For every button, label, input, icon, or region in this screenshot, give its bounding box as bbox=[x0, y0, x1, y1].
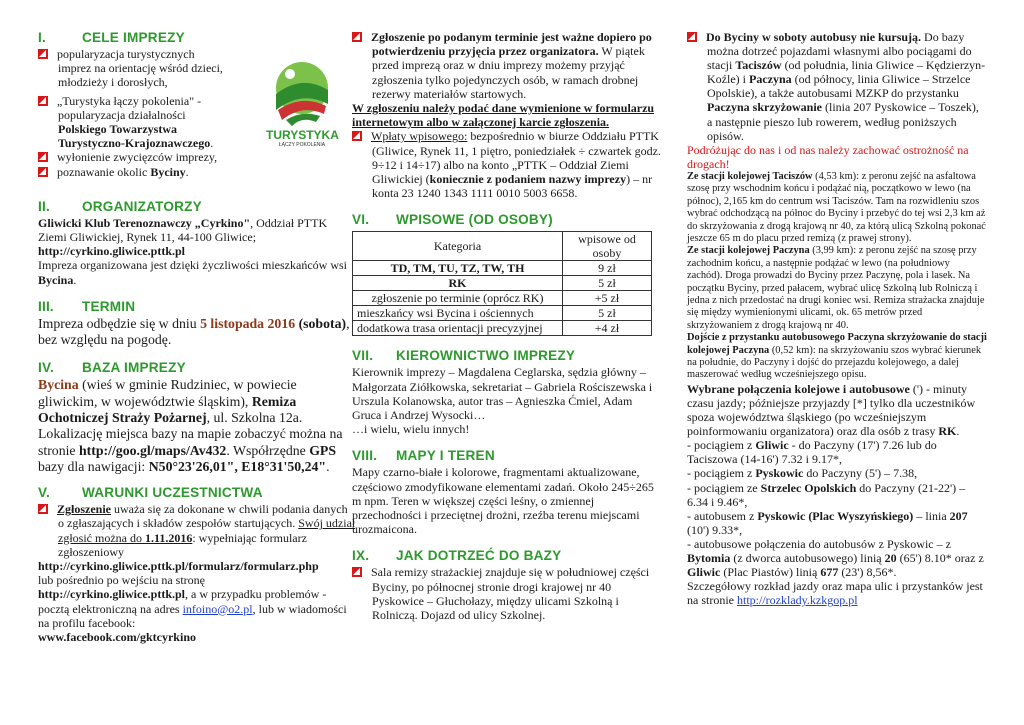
warning-text: Podróżując do nas i od nas należy zachować ostrożność na drogach! bbox=[687, 142, 969, 171]
organizers-text: Gliwicki Klub Terenoznawczy „Cyrkino", Oddział PTTK Ziemi Gliwickiej, Rynek 11, 44-100 Gliwice; http://cyrkino.gliwice.pttk.pl Impreza organizowana jest dzięki życzliwości mieszkańców wsi Bycina. bbox=[38, 216, 356, 287]
route-descriptions: Ze stacji kolejowej Taciszów (4,53 km): z peronu zejść na asfaltowa szosę przy wschodnim końcu i podążać nią, początkowo w lewo (na północ), 2,165 km do centrum wsi Taciszów. Tam na rozwidleniu szos wybrać odchodzącą na północ do Byciny i przebyć do tej wsi 2,3 km aż do skrzyżowania z drogą krajową nr 40, za którą ulicą Szkolną pokonać jeszcze 65 m do placu przed remizą (z prawej strony). Ze stacji kolejowej Paczyna (3,99 km): z peronu zejść na szosę przy zachodnim końcu, a następnie podążać w lewo (na południowy zachód). Droga prowadzi do Byciny przez Paczynę, pola i lasek. Na początku Byciny, przed pałacem, wybrać ulicę Szkolną lub Rolniczą i jedna z nich przedostać na drugi koniec wsi. Remiza strażacka znajduje się między wymienionymi ulicami, ok. 65 metrów przed skrzyżowaniem z drogą krajową nr 40. Dojście z przystanku autobusowego Paczyna skrzyżowanie do stacji kolejowej Paczyna (0,52 km): na skrzyżowaniu szos wybrać kierunek na południe, do Paczyny i dojść do przejazdu kolejowego, a dalej maszerować według wcześniejszego opisu. bbox=[687, 170, 987, 381]
section-heading-management: VII. KIEROWNICTWO IMPREZY bbox=[352, 348, 576, 364]
column-left bbox=[38, 30, 356, 644]
email-link[interactable]: infoino@o2.pl bbox=[182, 601, 253, 616]
table-row: TD, TM, TU, TZ, TW, TH 9 zł bbox=[353, 261, 652, 276]
section-heading-directions: IX. JAK DOTRZEĆ DO BAZY bbox=[352, 548, 562, 564]
column-right bbox=[687, 30, 987, 607]
management-text: Kierownik imprezy – Magdalena Ceglarska, sędzia główny – Małgorzata Ziółkowska, sekretariat – Gabriela Rościszewska i Urszula Kolanowska, autor tras – Agnieszka Ćmiel, Adam Gruca i Andrzej Wysocki… …i wielu, wielu innych! bbox=[352, 365, 653, 437]
registration-text: Zgłoszenie po podanym terminie jest ważne dopiero po potwierdzeniu przyjęcia przez organizatora. W piątek przed imprezą oraz w dniu imprezy możemy przyjąć zgłoszenia tylko pojedynczych osób, w ramach drobnej rezerwy materiałów startowych. W zgłoszeniu należy podać dane wymienione w formularzu internetowym albo w załączonej karcie zgłoszenia. Wpłaty wpisowego: bezpośrednio w biurze Oddziału PTTK (Gliwice, Rynek 11, 1 piętro, poniedziałek ÷ czwartek godz. 9÷12 i 14÷17) albo na konto „PTTK – Oddział Ziemi Gliwickiej (koniecznie z podaniem nazwy imprezy) – nr konta 23 1240 1343 1111 0010 5003 6658. bbox=[352, 30, 661, 201]
checkbox-bullet-icon bbox=[687, 32, 697, 42]
table-row: dodatkowa trasa orientacji precyzyjnej +4 zł bbox=[353, 321, 652, 336]
checkbox-bullet-icon bbox=[352, 131, 362, 141]
section-heading-goals: I. CELE IMPREZY bbox=[38, 30, 185, 45]
form-url[interactable]: http://cyrkino.gliwice.pttk.pl/formularz/formularz.php bbox=[38, 559, 319, 574]
checkbox-bullet-icon bbox=[352, 567, 362, 577]
section-heading-fee: VI. WPISOWE (OD OSOBY) bbox=[352, 212, 553, 228]
list-item: - autobusem z Pyskowic (Plac Wyszyńskiego) – linia 207 (10') 9.33*, bbox=[687, 508, 968, 537]
turystyka-logo bbox=[266, 54, 338, 150]
base-text: Bycina (wieś w gminie Rudziniec, w powiecie gliwickim, w województwie śląskim), Remiza Ochotniczej Straży Pożarnej, ul. Szkolna 12a. Lokalizację miejsca bazy na mapie zobaczyć można na stronie http://goo.gl/maps/Av432. Współrzędne GPS bazy dla nawigacji: N50°23'26,01", E18°31'50,24". bbox=[38, 377, 343, 474]
organizer-url[interactable]: http://cyrkino.gliwice.pttk.pl bbox=[38, 244, 186, 259]
timetable-link[interactable]: http://rozklady.kzkgop.pl bbox=[737, 593, 858, 608]
site-url[interactable]: http://cyrkino.gliwice.pttk.pl bbox=[38, 587, 186, 602]
directions-text: Sala remizy strażackiej znajduje się w południowej części Byciny, po północnej stronie drogi krajowej nr 40 Pyskowice – Głuchołazy, między ulicami Szkolną i Rolniczą. Dojazd od ulicy Szkolnej. bbox=[352, 565, 662, 622]
goals-list bbox=[38, 47, 230, 150]
transport-text: Do Byciny w soboty autobusy nie kursują. Do bazy można dotrzeć pojazdami własnymi albo pociągami do stacji Taciszów (od południa, linia Gliwice – Kędzierzyn-Koźle) i Paczyna (od północy, linia Gliwice – Strzelce Opolskie), a także autobusami MZKP do przystanku Paczyna skrzyżowanie (linia 207 Pyskowice – Toszek), a następnie pieszo lub rowerem, według poniższych opisów. Podróżując do nas i od nas należy zachować ostrożność na drogach! bbox=[687, 30, 986, 171]
logo-word: TURYSTYKA bbox=[266, 128, 339, 142]
date-text: Impreza odbędzie się w dniu 5 listopada 2016 (sobota), bez względu na pogodę. bbox=[38, 315, 350, 348]
list-item: - pociągiem z Gliwic - do Paczyny (17') 7.26 lub do Taciszowa (14-16') 7.32 i 9.17*, bbox=[687, 438, 937, 467]
fee-table bbox=[352, 231, 652, 336]
list-item: - pociągiem z Pyskowic do Paczyny (5') – 7.38, bbox=[687, 466, 918, 481]
facebook-url[interactable]: www.facebook.com/gktcyrkino bbox=[38, 630, 196, 645]
connections-text: Wybrane połączenia kolejowe i autobusowe (') - minuty czasu jazdy; późniejsze przyjazdy [*] tylko dla uczestników spoza województwa śląskiego (po wcześniejszym poinformowaniu organizatora) oraz dla osób z trasy RK. - pociągiem z Gliwic - do Paczyny (17') 7.26 lub do Taciszowa (14-16') 7.32 i 9.17*, - pociągiem z Pyskowic do Paczyny (5') – 7.38, - pociągiem ze Strzelec Opolskich do Paczyny (21-22') – 6.34 i 9.46*, - autobusem z Pyskowic (Plac Wyszyńskiego) – linia 207 (10') 9.33*, - autobusowe połączenia do autobusów z Pyskowic – z Bytomia (z dworca autobusowego) linią 20 (65') 8.10* oraz z Gliwic (Plac Piastów) linią 677 (23') 8,56*. Szczegółowy rozkład jazdy oraz mapa ulic i przystanków jest na stronie http://rozklady.kzkgop.pl bbox=[687, 382, 987, 608]
map-link[interactable]: http://goo.gl/maps/Av432 bbox=[79, 442, 227, 458]
checkbox-bullet-icon bbox=[38, 504, 48, 514]
section-heading-date: III. TERMIN bbox=[38, 298, 136, 314]
conditions-text: Zgłoszenie uważa się za dokonane w chwili podania danych o zgłaszających i składów zespołów startujących. Swój udział zgłosić można do 1.11.2016: wypełniając formularz zgłoszeniowy http://cyrkino.gliwice.pttk.pl/formularz/formularz.php lub pośrednio po wejściu na stronę http://cyrkino.gliwice.pttk.pl, a w przypadku problemów - pocztą elektroniczną na adres infoino@o2.pl, lub w wiadomości na profilu facebook: www.facebook.com/gktcyrkino bbox=[38, 502, 356, 645]
checkbox-bullet-icon bbox=[38, 96, 48, 106]
checkbox-bullet-icon bbox=[352, 32, 362, 42]
section-heading-organizers: II. ORGANIZATORZY bbox=[38, 198, 202, 214]
goals-list-2 bbox=[38, 150, 338, 178]
table-header: Kategoria wpisowe od osoby bbox=[353, 232, 652, 261]
list-item: poznawanie okolic Byciny. bbox=[38, 165, 338, 179]
checkbox-bullet-icon bbox=[38, 167, 48, 177]
column-middle bbox=[352, 30, 662, 622]
section-heading-conditions: V. WARUNKI UCZESTNICTWA bbox=[38, 485, 263, 501]
checkbox-bullet-icon bbox=[38, 49, 48, 59]
list-item: - pociągiem ze Strzelec Opolskich do Paczyny (21-22') – 6.34 i 9.46*, bbox=[687, 480, 966, 509]
table-row: RK 5 zł bbox=[353, 276, 652, 291]
list-item: - autobusowe połączenia do autobusów z Pyskowic – z Bytomia (z dworca autobusowego) linią 20 (65') 8.10* oraz z Gliwic (Plac Piastów) linią 677 (23') 8,56*. bbox=[687, 536, 984, 580]
list-item: „Turystyka łączy pokolenia" - popularyzacja działalności Polskiego Towarzystwa Turystyczno-Krajoznawczego. bbox=[38, 94, 230, 151]
table-row: zgłoszenie po terminie (oprócz RK) +5 zł bbox=[353, 291, 652, 306]
logo-subtitle: ŁĄCZY POKOLENIA bbox=[278, 142, 326, 148]
table-row: mieszkańcy wsi Bycina i ościennych 5 zł bbox=[353, 306, 652, 321]
checkbox-bullet-icon bbox=[38, 152, 48, 162]
list-item: wyłonienie zwycięzców imprezy, bbox=[38, 150, 338, 164]
maps-text: Mapy czarno-białe i kolorowe, fragmentami aktualizowane, częściowo zmodyfikowane elementami zadań. Około 245÷265 m npm. Teren w większej części leśny, o zmiennej przechodności i przeciętnej drożni, rzeźba terenu miejscami urozmaicona. bbox=[352, 465, 654, 537]
section-heading-base: IV. BAZA IMPREZY bbox=[38, 360, 186, 376]
list-item: popularyzacja turystycznych imprez na orientację wśród dzieci, młodzieży i dorosłych, bbox=[38, 47, 230, 90]
section-heading-maps: VIII. MAPY I TEREN bbox=[352, 448, 495, 464]
